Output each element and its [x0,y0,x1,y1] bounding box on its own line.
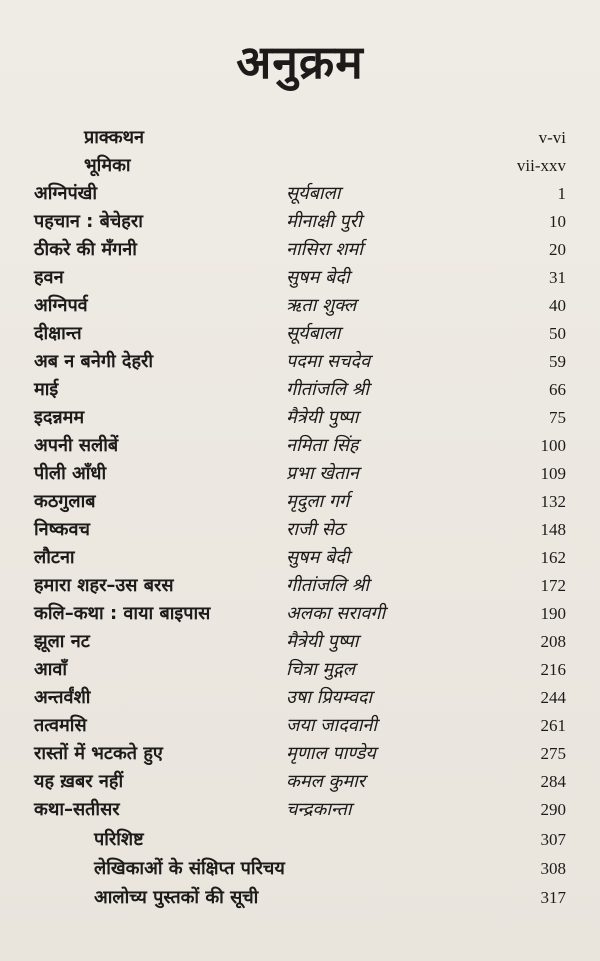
toc-row [0,600,600,628]
toc-page: 275 [540,744,566,763]
toc-chapter: लेखिकाओं के संक्षिप्त परिचय [94,858,285,879]
toc-row [0,292,600,320]
toc-page: 244 [540,688,566,707]
toc-chapter: रास्तों में भटकते हुए [34,743,163,764]
toc-chapter: पहचान : बेचेहरा [34,211,143,232]
toc-page: 290 [540,800,566,819]
toc-page: 208 [540,632,566,651]
toc-author: मृदुला गर्ग [286,491,350,512]
toc-page: vii-xxv [516,156,566,175]
toc-chapter: लौटना [34,547,75,568]
toc-author: गीतांजलि श्री [286,379,370,400]
toc-chapter: तत्वमसि [34,715,87,736]
toc-author: अलका सरावगी [286,603,386,624]
toc-chapter: भूमिका [84,155,131,176]
toc-page: 172 [540,576,566,595]
toc-row [0,124,600,152]
toc-page: 132 [540,492,566,511]
toc-page: 40 [549,296,566,315]
toc-row [0,432,600,460]
toc-page: 75 [549,408,566,427]
toc-chapter: अब न बनेगी देहरी [34,351,154,372]
toc-chapter: कठगुलाब [34,491,96,512]
toc-author: मैत्रेयी पुष्पा [286,631,359,652]
toc-page: 307 [540,830,566,849]
toc-page: 50 [549,324,566,343]
toc-author: कमल कुमार [286,771,366,792]
toc-page: 31 [549,268,566,287]
toc-author: नमिता सिंह [286,435,359,456]
toc-chapter: अग्निपंखी [34,183,98,204]
toc-chapter: आलोच्य पुस्तकों की सूची [94,887,259,908]
toc-chapter: हवन [34,267,64,288]
toc-chapter: अन्तर्वंशी [34,687,91,708]
toc-page: 190 [540,604,566,623]
toc-row [0,348,600,376]
toc-row [0,628,600,656]
toc-author: प्रभा खेतान [286,463,359,484]
toc-chapter: माई [34,379,59,400]
toc-row [0,796,600,824]
page-title: अनुक्रम [236,35,364,89]
toc-page: v-vi [538,128,566,147]
toc-row [0,404,600,432]
toc-row [0,376,600,404]
toc-chapter: झूला नट [34,631,90,652]
toc-chapter: आवाँ [34,659,68,680]
toc-row [0,826,600,854]
toc-row [0,208,600,236]
toc-chapter: प्राक्कथन [84,127,145,148]
toc-row [0,768,600,796]
toc-row [0,544,600,572]
toc-chapter: हमारा शहर–उस बरस [34,575,174,596]
toc-row [0,855,600,883]
toc-page: 148 [540,520,566,539]
toc-author: गीतांजलि श्री [286,575,370,596]
toc-author: पदमा सचदेव [286,351,371,372]
toc-page: 284 [540,772,566,791]
toc-author: मीनाक्षी पुरी [286,211,362,232]
toc-row [0,320,600,348]
toc-row [0,740,600,768]
toc-chapter: अग्निपर्व [34,295,88,316]
toc-page: 10 [549,212,566,231]
toc-author: उषा प्रियम्वदा [286,687,373,708]
toc-chapter: ठीकरे की मँगनी [34,239,137,260]
toc-author: चित्रा मुद्गल [286,659,355,680]
toc-chapter: दीक्षान्त [34,323,82,344]
toc-row [0,712,600,740]
toc-author: सुषम बेदी [286,267,350,288]
toc-row [0,684,600,712]
toc-page: 308 [540,859,566,878]
toc-page: 1 [557,184,566,203]
toc-row [0,236,600,264]
toc-row [0,152,600,180]
toc-author: सूर्यबाला [286,323,341,344]
toc-author: सुषम बेदी [286,547,350,568]
toc-row [0,180,600,208]
toc-page: 66 [549,380,566,399]
toc-page: 20 [549,240,566,259]
toc-author: सूर्यबाला [286,183,341,204]
toc-page: 162 [540,548,566,567]
toc-row [0,264,600,292]
toc-author: मृणाल पाण्डेय [286,743,376,764]
toc-page: 317 [540,888,566,907]
toc-page: 59 [549,352,566,371]
toc-row [0,656,600,684]
toc-chapter: निष्कवच [34,519,90,540]
toc-chapter: अपनी सलीबें [34,435,119,456]
toc-author: मैत्रेयी पुष्पा [286,407,359,428]
toc-author: राजी सेठ [286,519,345,540]
toc-author: जया जादवानी [286,715,378,736]
toc-chapter: इदन्नमम [34,407,85,428]
toc-chapter: पीली आँधी [34,463,107,484]
toc-page: 261 [540,716,566,735]
toc-author: नासिरा शर्मा [286,239,363,260]
toc-author: ऋता शुक्ल [286,295,357,316]
toc-chapter: कथा–सतीसर [34,799,120,820]
toc-page: 100 [540,436,566,455]
toc-row [0,572,600,600]
toc-page: 109 [540,464,566,483]
toc-row [0,884,600,912]
toc-author: चन्द्रकान्ता [286,799,352,820]
toc-page: 216 [540,660,566,679]
toc-chapter: कलि–कथा : वाया बाइपास [34,603,211,624]
toc-chapter: यह ख़बर नहीं [34,771,124,792]
toc-chapter: परिशिष्ट [94,829,144,850]
toc-row [0,488,600,516]
toc-row [0,460,600,488]
toc-row [0,516,600,544]
